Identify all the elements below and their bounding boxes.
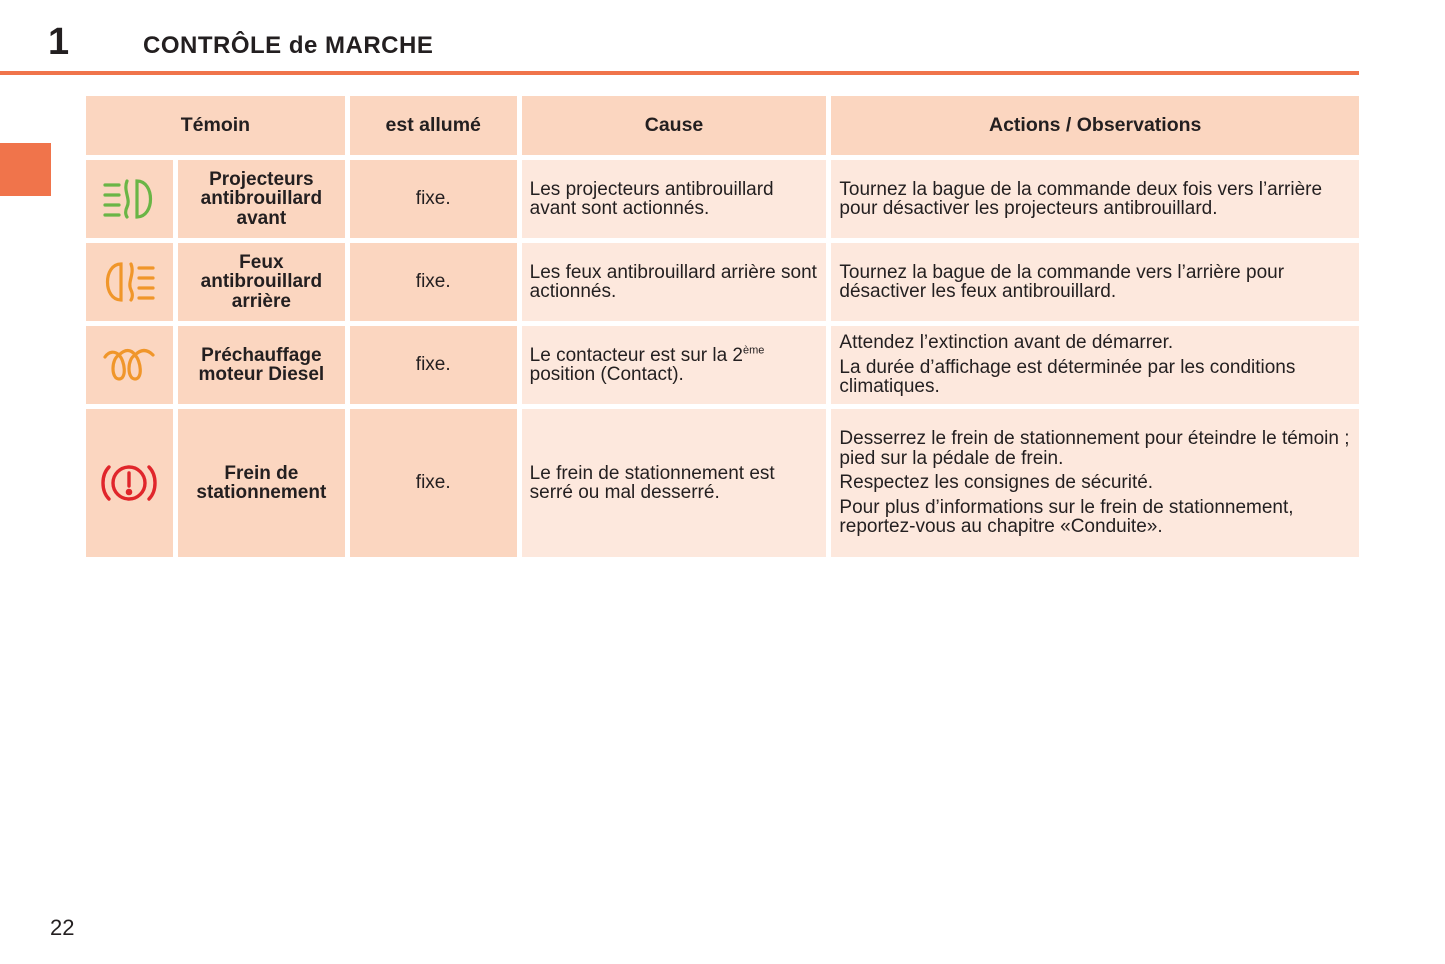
header-state: est allumé — [350, 96, 517, 155]
table-header-row — [86, 96, 1359, 155]
light-actions — [831, 160, 1359, 238]
table-row — [86, 326, 1359, 404]
light-actions — [831, 326, 1359, 404]
light-cause: Les projecteurs antibrouillard avant sont actionnés. — [522, 160, 827, 238]
light-cause: Le frein de stationnement est serré ou mal desserré. — [522, 409, 827, 557]
table-row — [86, 243, 1359, 321]
front-fog-lamp-icon — [101, 175, 157, 223]
action-text: La durée d’affichage est déterminée par les conditions climatiques. — [839, 356, 1296, 398]
light-name: Frein de stationnement — [178, 409, 345, 557]
light-name: Projecteurs antibrouillard avant — [178, 160, 345, 238]
cause-prefix: Le contacteur est sur la 2 — [529, 344, 743, 366]
icon-cell — [86, 243, 173, 321]
light-actions — [831, 409, 1359, 557]
page-title: CONTRÔLE de MARCHE — [143, 32, 434, 59]
action-text: Attendez l’extinction avant de démarrer. — [839, 332, 1174, 354]
cause-suffix: position (Contact). — [529, 364, 684, 385]
header-rule — [0, 71, 1359, 75]
header-cause: Cause — [522, 96, 827, 155]
icon-cell — [86, 160, 173, 238]
action-text: Respectez les consignes de sécurité. — [839, 472, 1154, 494]
parking-brake-icon — [99, 459, 159, 507]
action-text: Tournez la bague de la commande deux fois vers l’arrière pour désactiver les projecteurs antibrouillard. — [839, 178, 1323, 219]
action-text: Pour plus d’informations sur le frein de stationnement, reportez-vous au chapitre «Conduite». — [839, 496, 1294, 538]
rear-fog-lamp-icon — [101, 258, 157, 306]
action-text: Desserrez le frein de stationnement pour éteindre le témoin ; pied sur la pédale de frein. — [839, 428, 1350, 469]
chapter-side-tab — [0, 143, 51, 196]
header-temoin: Témoin — [86, 96, 345, 155]
glow-plug-icon — [101, 345, 157, 385]
light-name: Préchauffage moteur Diesel — [178, 326, 345, 404]
light-state: fixe. — [350, 326, 517, 404]
light-state: fixe. — [350, 243, 517, 321]
action-text: Tournez la bague de la commande vers l’arrière pour désactiver les feux antibrouillard. — [839, 261, 1285, 302]
light-cause — [522, 326, 827, 404]
light-cause: Les feux antibrouillard arrière sont actionnés. — [522, 243, 827, 321]
icon-cell — [86, 409, 173, 557]
light-state: fixe. — [350, 409, 517, 557]
light-state: fixe. — [350, 160, 517, 238]
table-row — [86, 160, 1359, 238]
header-actions: Actions / Observations — [831, 96, 1359, 155]
table-row — [86, 409, 1359, 557]
light-name: Feux antibrouillard arrière — [178, 243, 345, 321]
page-number: 22 — [50, 915, 75, 940]
chapter-number: 1 — [48, 21, 70, 63]
cause-superscript: ème — [743, 344, 765, 357]
light-actions — [831, 243, 1359, 321]
icon-cell — [86, 326, 173, 404]
warning-lights-table — [86, 96, 1359, 562]
